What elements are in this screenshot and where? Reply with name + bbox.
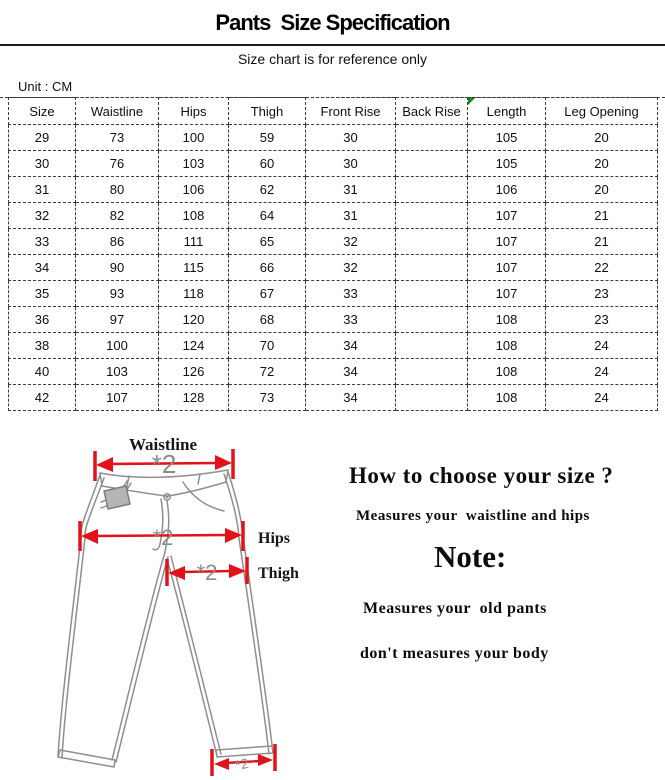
table-cell: 108 [468,359,546,385]
table-cell [396,151,468,177]
column-header-hips: Hips [159,98,229,125]
note-line-1: Measures your old pants [363,600,547,617]
table-cell: 33 [9,229,76,255]
table-cell: 21 [546,203,658,229]
table-cell: 103 [159,151,229,177]
table-cell: 86 [76,229,159,255]
table-header-row [9,98,658,125]
table-cell: 100 [76,333,159,359]
table-cell: 80 [76,177,159,203]
table-cell: 24 [546,333,658,359]
leg-opening-multiplier: *2 [233,754,250,774]
note-line-2: don't measures your body [360,645,549,662]
column-header-length: Length [468,98,546,125]
table-cell: 29 [9,125,76,151]
table-cell: 30 [9,151,76,177]
table-cell: 31 [306,177,396,203]
table-cell: 107 [76,385,159,411]
table-cell: 120 [159,307,229,333]
note-heading: Note: [434,539,507,574]
table-cell: 33 [306,281,396,307]
table-cell: 20 [546,177,658,203]
column-header-waistline: Waistline [76,98,159,125]
table-cell: 107 [468,255,546,281]
column-header-front-rise: Front Rise [306,98,396,125]
table-cell: 93 [76,281,159,307]
table-cell: 36 [9,307,76,333]
table-cell: 67 [229,281,306,307]
pants-diagram [30,420,330,780]
table-cell: 32 [306,229,396,255]
table-row [9,229,658,255]
table-cell: 82 [76,203,159,229]
table-row [9,255,658,281]
table-cell: 70 [229,333,306,359]
table-cell: 40 [9,359,76,385]
table-cell: 31 [306,203,396,229]
table-cell: 108 [468,385,546,411]
table-cell: 103 [76,359,159,385]
column-header-thigh: Thigh [229,98,306,125]
table-cell [396,177,468,203]
table-cell [396,333,468,359]
column-header-leg-opening: Leg Opening [546,98,658,125]
column-header-size: Size [9,98,76,125]
table-row [9,125,658,151]
table-cell: 33 [306,307,396,333]
unit-label: Unit : CM [18,79,73,94]
table-cell: 72 [229,359,306,385]
table-row [9,203,658,229]
table-cell: 73 [76,125,159,151]
table-row [9,177,658,203]
table-cell [396,307,468,333]
table-cell: 34 [306,359,396,385]
table-cell: 107 [468,203,546,229]
waistline-label: Waistline [128,435,198,454]
table-cell: 124 [159,333,229,359]
hips-multiplier: *2 [152,525,174,550]
table-cell: 32 [9,203,76,229]
table-cell: 65 [229,229,306,255]
pants-outline [58,470,273,767]
reference-note: Size chart is for reference only [237,51,428,67]
table-cell: 23 [546,307,658,333]
table-cell: 68 [229,307,306,333]
guide-measure-line: Measures your waistline and hips [356,508,590,524]
table-row [9,385,658,411]
waistline-multiplier: *2 [151,449,177,479]
table-row [9,281,658,307]
table-cell: 106 [468,177,546,203]
title-divider [0,44,665,46]
table-row [9,333,658,359]
table-cell: 107 [468,229,546,255]
page-title: Pants Size Specification [215,10,450,35]
table-cell: 105 [468,125,546,151]
table-cell: 66 [229,255,306,281]
table-cell [396,203,468,229]
table-cell: 108 [159,203,229,229]
table-cell: 100 [159,125,229,151]
table-cell: 59 [229,125,306,151]
table-cell: 31 [9,177,76,203]
table-row [9,151,658,177]
table-cell: 105 [468,151,546,177]
table-cell: 108 [468,333,546,359]
table-cell: 35 [9,281,76,307]
hips-label: Hips [258,530,291,547]
table-cell: 30 [306,151,396,177]
table-cell: 118 [159,281,229,307]
watch-pocket-patch [104,486,130,509]
table-cell: 108 [468,307,546,333]
table-body [9,125,658,411]
table-cell: 30 [306,125,396,151]
table-cell: 34 [306,333,396,359]
column-header-back-rise: Back Rise [396,98,468,125]
table-row [9,359,658,385]
table-cell: 23 [546,281,658,307]
table-cell: 107 [468,281,546,307]
table-cell: 90 [76,255,159,281]
table-cell [396,281,468,307]
table-cell: 20 [546,125,658,151]
table-cell: 111 [159,229,229,255]
table-cell: 126 [159,359,229,385]
table-cell: 22 [546,255,658,281]
table-cell: 21 [546,229,658,255]
table-cell: 24 [546,359,658,385]
table-cell: 34 [9,255,76,281]
thigh-label: Thigh [258,565,299,582]
table-cell: 20 [546,151,658,177]
table-cell: 62 [229,177,306,203]
table-cell [396,229,468,255]
table-cell: 38 [9,333,76,359]
table-cell: 34 [306,385,396,411]
table-cell: 128 [159,385,229,411]
table-cell [396,385,468,411]
table-cell: 32 [306,255,396,281]
table-cell: 97 [76,307,159,333]
table-cell [396,359,468,385]
table-cell: 64 [229,203,306,229]
guide-heading: How to choose your size ? [349,463,614,488]
table-row [9,307,658,333]
table-cell: 42 [9,385,76,411]
table-cell [396,255,468,281]
table-cell: 73 [229,385,306,411]
thigh-multiplier: *2 [196,560,218,585]
table-cell: 60 [229,151,306,177]
table-cell: 106 [159,177,229,203]
size-table [8,97,658,411]
table-cell [396,125,468,151]
cell-flag-marker [468,98,475,105]
table-cell: 24 [546,385,658,411]
table-cell: 76 [76,151,159,177]
table-cell: 115 [159,255,229,281]
